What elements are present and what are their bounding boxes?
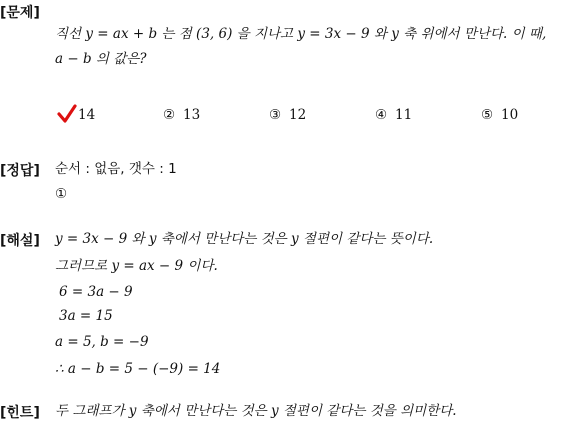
answer-line-2: ① [55,186,68,202]
problem-line-2: a − b 의 값은? [55,51,147,67]
choice-5-marker: ⑤ [481,107,494,123]
hint-tag: [힌트] [0,405,40,421]
choice-3[interactable] [269,106,306,124]
solution-line-4: 3a = 15 [59,308,113,324]
solution-line-6: ∴ a − b = 5 − (−9) = 14 [55,361,221,377]
choice-4[interactable] [375,106,412,124]
choice-2-marker: ② [163,107,176,123]
choice-5[interactable] [481,106,518,124]
choice-4-value: 11 [395,107,413,123]
choice-3-value: 12 [289,107,307,123]
choice-5-value: 10 [501,107,519,123]
answer-line-1: 순서 : 없음, 갯수 : 1 [55,161,177,177]
problem-line-1: 직선 y = ax + b 는 점 (3, 6) 을 지나고 y = 3x − 9 와 y 축 위에서 만난다. 이 때, [55,26,547,42]
solution-line-1: y = 3x − 9 와 y 축에서 만난다는 것은 y 절편이 같다는 뜻이다. [55,231,434,247]
choice-1-marker [58,106,78,124]
choice-2-value: 13 [183,107,201,123]
choice-1[interactable] [58,106,95,124]
solution-line-2: 그러므로 y = ax − 9 이다. [55,258,218,274]
hint-line-1: 두 그래프가 y 축에서 만난다는 것은 y 절편이 같다는 것을 의미한다. [55,403,457,419]
choice-3-marker: ③ [269,107,282,123]
choice-4-marker: ④ [375,107,388,123]
choice-2[interactable] [163,106,200,124]
choice-1-value: 14 [78,107,96,123]
answer-tag: [정답] [0,163,40,179]
solution-line-5: a = 5, b = −9 [55,334,149,350]
solution-tag: [해설] [0,233,40,249]
problem-tag: [문제] [0,5,40,21]
solution-line-3: 6 = 3a − 9 [59,284,133,300]
